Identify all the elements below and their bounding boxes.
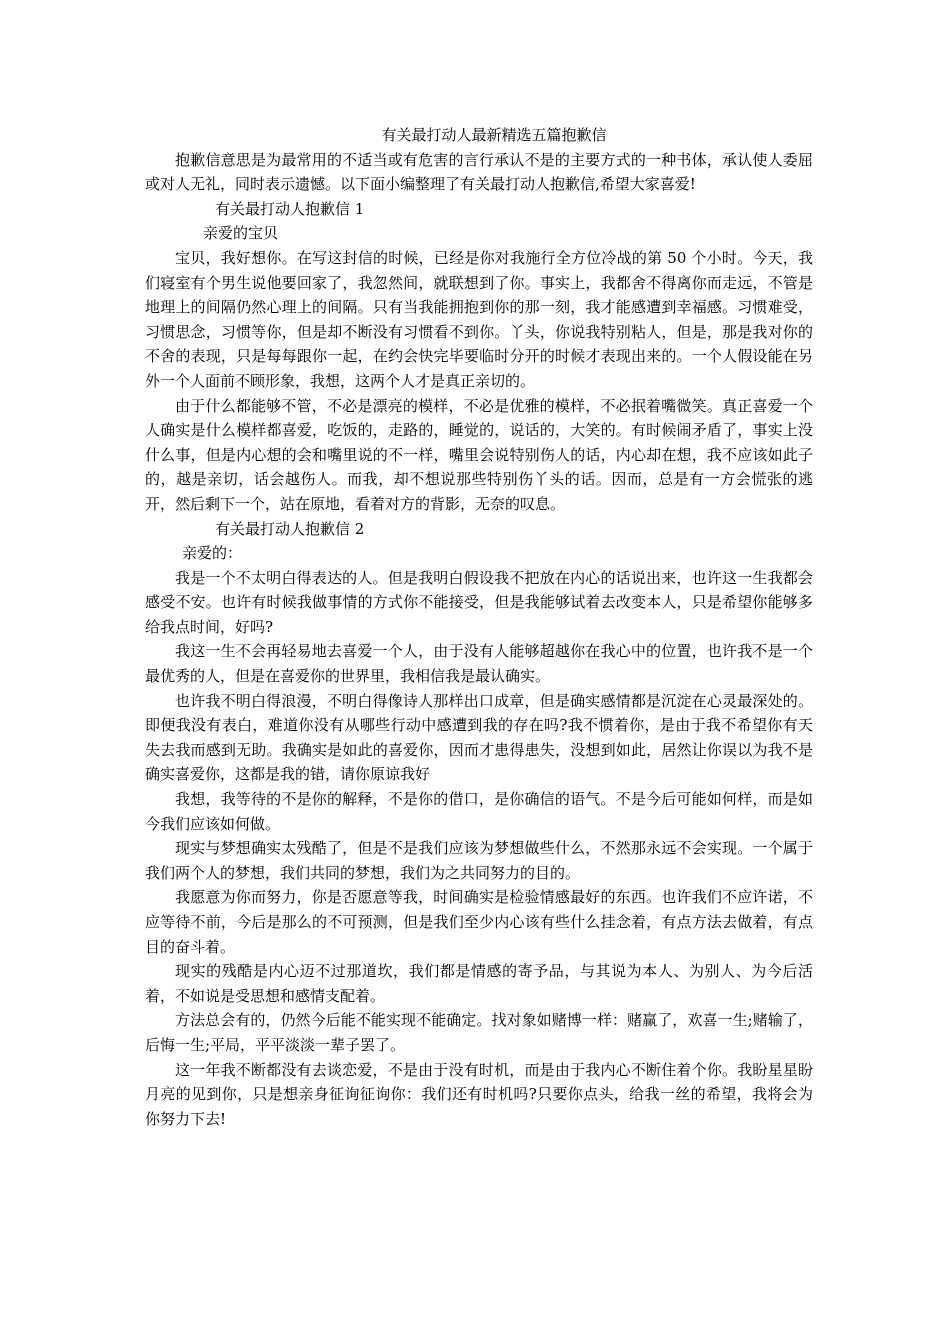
- letter-2-paragraph: 我是一个不太明白得表达的人。但是我明白假设我不把放在内心的话说出来，也许这一生我都会感受不安。也许有时候我做事情的方式你不能接受，但是我能够试着去改变本人，只是希望你能够多给我点时间，好吗?: [145, 568, 813, 636]
- letter-1-paragraph: 宝贝，我好想你。在写这封信的时候，已经是你对我施行全方位冷战的第 50 个小时。今天，我们寝室有个男生说他要回家了，我忽然间，就联想到了你。事实上，我都舍不得离你而走远，不管是地理上的间隔仍然心理上的间隔。只有当我能拥抱到你的那一刻，我才能感遭到幸福感。习惯难受，习惯思念，习惯等你，但是却不断没有习惯看不到你。丫头，你说我特别粘人，但是，那是我对你的不舍的表现，只是每每跟你一起，在约会快完毕要临时分开的时候才表现出来的。一个人假设能在另外一个人面前不顾形象，我想，这两个人才是真正亲切的。: [145, 248, 813, 390]
- letter-1-paragraph: 由于什么都能够不管，不必是漂亮的模样，不必是优雅的模样，不必抿着嘴微笑。真正喜爱一个人确实是什么模样都喜爱，吃饭的，走路的，睡觉的，说话的，大笑的。有时候闹矛盾了，事实上没什么事，但是内心想的会和嘴里说的不一样，嘴里会说特别伤人的话，内心却在想，我不应该如此子的，越是亲切，话会越伤人。而我，却不想说那些特别伤丫头的话。因而，总是有一方会慌张的逃开，然后剩下一个，站在原地，看着对方的背影，无奈的叹息。: [145, 396, 813, 513]
- document-title: 有关最打动人最新精选五篇抱歉信: [381, 126, 607, 144]
- letter-2-paragraph: 现实的残酷是内心迈不过那道坎，我们都是情感的寄予品，与其说为本人、为别人、为今后活着，不如说是受思想和感情支配着。: [145, 962, 813, 1005]
- document-page: [145, 123, 813, 1131]
- letter-2-paragraph: 方法总会有的，仍然今后能不能实现不能确定。找对象如赌博一样：赌赢了，欢喜一生;赌输了，后悔一生;平局，平平淡淡一辈子罢了。: [145, 1011, 813, 1054]
- letter-2-heading: 有关最打动人抱歉信 2: [215, 519, 365, 538]
- letter-2-salutation: 亲爱的：: [182, 544, 243, 563]
- letter-1-salutation: 亲爱的宝贝: [203, 224, 279, 243]
- letter-1-heading: 有关最打动人抱歉信 1: [215, 199, 365, 218]
- letter-2-paragraph: 我愿意为你而努力，你是否愿意等我，时间确实是检验情感最好的东西。也许我们不应许诺，不应等待不前，今后是那么的不可预测，但是我们至少内心该有些什么挂念着，有点方法去做着，有点目的奋斗着。: [145, 888, 813, 956]
- intro-paragraph: 抱歉信意思是为最常用的不适当或有危害的言行承认不是的主要方式的一种书体，承认使人委屈或对人无礼，同时表示遗憾。以下面小编整理了有关最打动人抱歉信,希望大家喜爱!: [145, 150, 813, 194]
- letter-2-paragraph: 也许我不明白得浪漫，不明白得像诗人那样出口成章，但是确实感情都是沉淀在心灵最深处的。即便我没有表白，难道你没有从哪些行动中感遭到我的存在吗?我不惯着你，是由于我不希望你有天失去我而感到无助。我确实是如此的喜爱你，因而才患得患失，没想到如此，居然让你误以为我不是确实喜爱你，这都是我的错，请你原谅我好: [145, 691, 813, 784]
- letter-2-paragraph: 这一年我不断都没有去谈恋爱，不是由于没有时机，而是由于我内心不断住着个你。我盼星星盼月亮的见到你，只是想亲身征询征询你：我们还有时机吗?只要你点头，给我一丝的希望，我将会为你努力下去!: [145, 1060, 813, 1128]
- letter-2-paragraph: 我这一生不会再轻易地去喜爱一个人，由于没有人能够超越你在我心中的位置，也许我不是一个最优秀的人，但是在喜爱你的世界里，我相信我是最认确实。: [145, 642, 813, 686]
- letter-2-paragraph: 现实与梦想确实太残酷了，但是不是我们应该为梦想做些什么，不然那永远不会实现。一个属于我们两个人的梦想，我们共同的梦想，我们为之共同努力的目的。: [145, 839, 813, 882]
- letter-2-paragraph: 我想，我等待的不是你的解释，不是你的借口，是你确信的语气。不是今后可能如何样，而是如今我们应该如何做。: [145, 790, 813, 833]
